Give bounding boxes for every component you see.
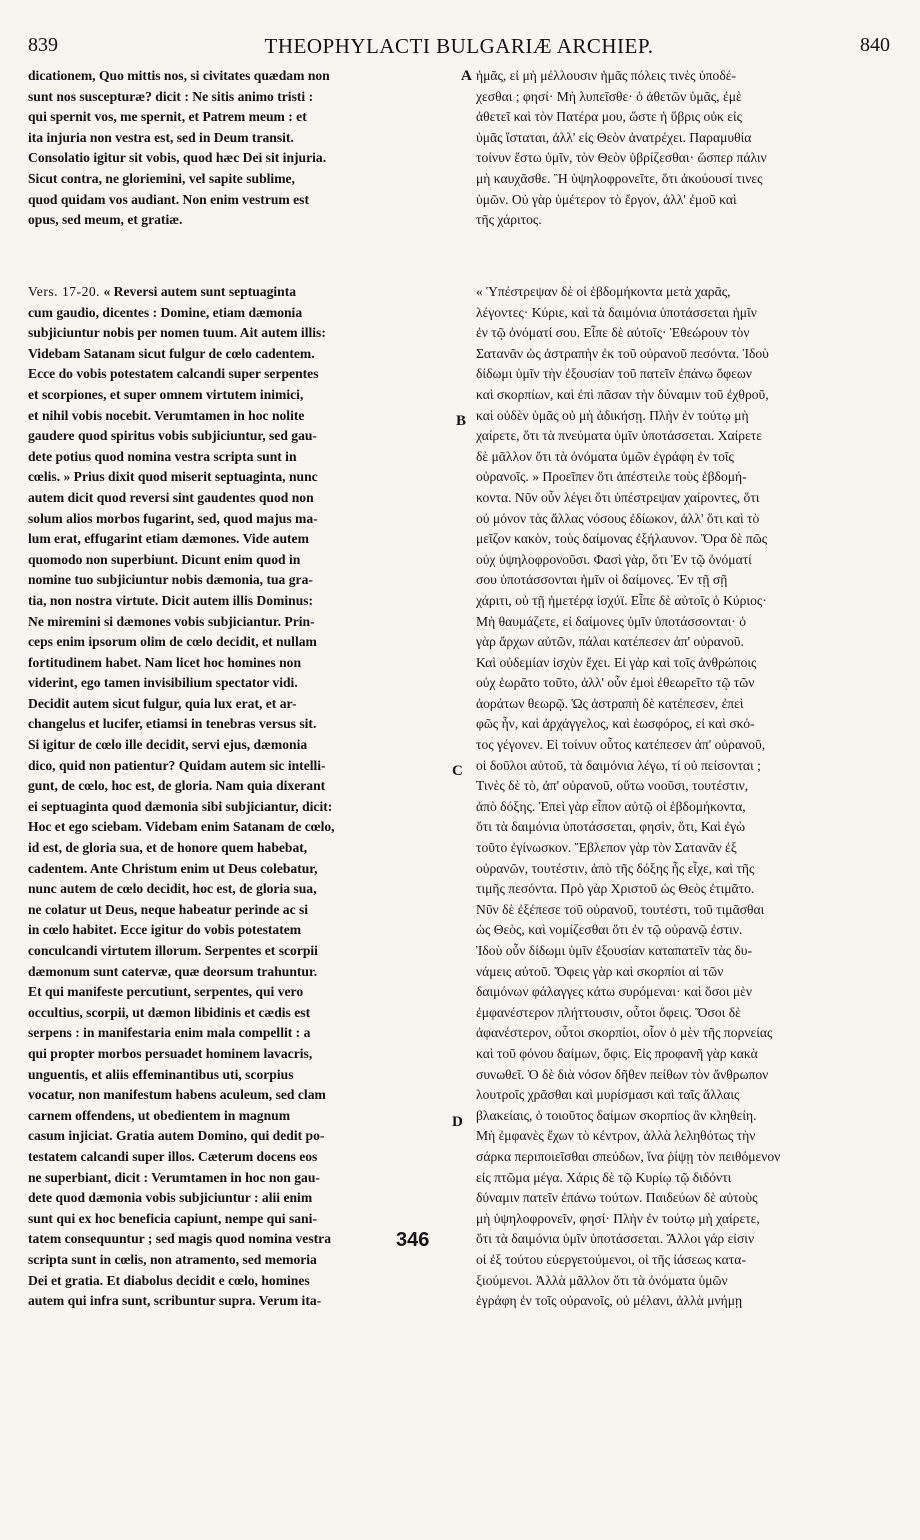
left-column-number: 839 <box>28 34 58 56</box>
latin-paragraph-2-text: « Reversi autem sunt septuaginta cum gaudio, dicentes : Domine, etiam dæmonia subjiciuntur nobis per nomen tuum. Ait autem illis: Videbam Satanam sicut fulgur de cœlo cadentem. Ecce do vobis potestatem calcandi super serpentes et scorpiones, et super omnem virtutem inimici, et nihil vobis nocebit. Verumtamen in hoc nolite gaudere quod spiritus vobis subjiciuntur, sed gau- dete potius quod nomina vestra scripta sunt in cœlis. » Prius dixit quod miserit septuaginta, nunc autem dicit quod reversi sint gaudentes quod non solum alios morbos fugarint, sed, quod majus ma- lum erat, effugarint etiam dæmones. Vide autem quomodo non superbiunt. Dicunt enim quod in nomine tuo subjiciuntur nobis dæmonia, tua gra- tia, non nostra virtute. Dicit autem illis Dominus: Ne miremini si dæmones vobis subjiciantur. Prin- ceps enim ipsorum olim de cœlo decidit, et nullam fortitudinem habet. Nam licet hoc homines non viderint, ego tamen invisibilium spectator vidi. Decidit autem sicut fulgur, quia lux erat, et ar- changelus et lucifer, etiamsi in tenebras versus sit. Si igitur de cœlo ille decidit, servi ejus, dæmonia dico, quid non patientur? Quidam autem sic intelli- gunt, de cœlo, hoc est, de gloria. Nam quia dixerant ei septuaginta quod dæmonia sibi subjiciantur, dicit: Hoc et ego sciebam. Videbam enim Satanam de cœlo, id est, de gloria sua, et de honore quem habebat, cadentem. Ante Christum enim ut Deus colebatur, nunc autem de cœlo decidit, hoc est, de gloria sua, ne colatur ut Deus, neque habeatur perinde ac si in cœlo habitet. Ecce igitur do vobis potestatem conculcandi virtutem illorum. Serpentes et scorpii dæmonum sunt catervæ, quæ deorsum trahuntur. Et qui manifeste percutiunt, serpentes, qui vero occultius, scorpii, ut dæmon libidinis et cædis est serpens : in manifestaria enim mala compellit : a qui propter morbos persuadet hominem lavacris, unguentis, et aliis effeminantibus uti, scorpius vocatur, non manifestum habens aculeum, sed clam carnem offendens, ut obedientem in magnum casum injiciat. Gratia autem Domino, qui dedit po- testatem calcandi super illos. Cæterum docens eos ne superbiant, dicit : Verumtamen in hoc non gau- dete quod dæmonia vobis subjiciuntur : alii enim sunt qui ex hoc beneficia capiunt, nempe qui sani- tatem consequuntur ; sed magis quod nomina vestra scripta sunt in cœlis, non atramento, sed memoria Dei et gratia. Et diabolus decidit e cœlo, homines autem qui infra sunt, scribuntur supra. Verum ita- <box>28 284 335 1309</box>
right-column-number: 840 <box>860 34 890 56</box>
latin-column-block-1 <box>28 66 460 231</box>
greek-paragraph-1: ἡμᾶς, εἰ μὴ μέλλουσιν ἡμᾶς πόλεις τινὲς ὑποδέ- χεσθαι ; φησί· Μὴ λυπεῖσθε· ὁ ἀθετῶν ὑμᾶς, ἐμὲ ἀθετεῖ καὶ τὸν Πατέρα μου, ὥστε ἡ ὕβρις οὐκ εἰς ὑμᾶς ἵσταται, ἀλλ' εἰς Θεὸν ἀνατρέχει. Παραμυθία τοίνυν ἔστω ὑμῖν, τὸν Θεὸν ὑβρίζεσθαι· ὥσπερ πάλιν μὴ καυχᾶσθε. Ἢ ὑψηλοφρονεῖτε, ὅτι ἀκούουσί τινες ὑμῶν. Οὐ γὰρ ὑμέτερον τὸ ἔργον, ἀλλ' ἐμοῦ καὶ τῆς χάριτος. <box>476 68 767 228</box>
section-marker-c: C <box>452 763 463 779</box>
verse-heading: Vers. 17-20. <box>28 284 101 299</box>
running-title: THEOPHYLACTI BULGARIÆ ARCHIEP. <box>264 34 654 58</box>
inline-page-number: 346 <box>396 1229 430 1251</box>
latin-paragraph-1: dicationem, Quo mittis nos, si civitates quædam non sunt nos suscepturæ? dicit : Ne sitis animo tristi : qui spernit vos, me spernit, et Patrem meum : et ita injuria non vestra est, sed in Deum transit. Consolatio igitur sit vobis, quod hæc Dei sit injuria. Sicut contra, ne gloriemini, vel sapite sublime, quod quidam vos audiant. Non enim vestrum est opus, sed meum, et gratiæ. <box>28 68 330 228</box>
latin-paragraph-2 <box>28 282 460 1312</box>
greek-column-block-1 <box>476 66 892 231</box>
latin-column-block-2 <box>28 282 460 1312</box>
page-header <box>28 34 890 60</box>
section-marker-d: D <box>452 1114 463 1130</box>
greek-paragraph-2: « Ὑπέστρεψαν δὲ οἱ ἑβδομήκοντα μετὰ χαρᾶς, λέγοντες· Κύριε, καὶ τὰ δαιμόνια ὑποτάσσεται ἡμῖν ἐν τῷ ὀνόματί σου. Εἶπε δὲ αὐτοῖς· Ἐθεώρουν τὸν Σατανᾶν ὡς ἀστραπὴν ἐκ τοῦ οὐρανοῦ πεσόντα. Ἰδοὺ δίδωμι ὑμῖν τὴν ἐξουσίαν τοῦ πατεῖν ἐπάνω ὄφεων καὶ σκορπίων, καὶ ἐπὶ πᾶσαν τὴν δύναμιν τοῦ ἐχθροῦ, καὶ οὐδὲν ὑμᾶς οὐ μὴ ἀδικήσῃ. Πλὴν ἐν τούτῳ μὴ χαίρετε, ὅτι τὰ πνεύματα ὑμῖν ὑποτάσσεται. Χαίρετε δὲ μᾶλλον ὅτι τὰ ὀνόματα ὑμῶν ἐγράφη ἐν τοῖς οὐρανοῖς. » Προεῖπεν ὅτι ἀπέστειλε τοὺς ἑβδομή- κοντα. Νῦν οὖν λέγει ὅτι ὑπέστρεψαν χαίροντες, ὅτι οὐ μόνον τὰς ἄλλας νόσους ἐδίωκον, ἀλλ' ὅτι καὶ τὸ μεῖζον κακὸν, τοὺς δαίμονας ἐξήλαυνον. Ὅρα δὲ πῶς οὐχ ὑψηλοφρονοῦσι. Φασὶ γὰρ, ὅτι Ἐν τῷ ὀνόματί σου ὑποτάσσονται ἡμῖν οἱ δαίμονες. Ἐν τῇ σῇ χάριτι, οὐ τῇ ἡμετέρᾳ ἰσχύϊ. Εἶπε δὲ αὐτοῖς ὁ Κύριος· Μὴ θαυμάζετε, εἰ δαίμονες ὑμῖν ὑποτάσσονται· ὁ γὰρ ἄρχων αὐτῶν, πάλαι κατέπεσεν ἀπ' οὐρανοῦ. Καὶ οὐδεμίαν ἰσχὺν ἔχει. Εἰ γὰρ καὶ τοῖς ἀνθρώποις οὐχ ἑωρᾶτο τοῦτο, ἀλλ' οὖν ἐμοὶ ἐθεωρεῖτο τῷ τῶν ἀοράτων θεωρῷ. Ὡς ἀστραπὴ δὲ κατέπεσεν, ἐπεὶ φῶς ἦν, καὶ ἀρχάγγελος, καὶ ἑωσφόρος, εἰ καὶ σκό- τος γέγονεν. Εἰ τοίνυν οὗτος κατέπεσεν ἀπ' οὐρανοῦ, οἱ δοῦλοι αὐτοῦ, τὰ δαιμόνια λέγω, τί οὐ πείσονται ; Τινὲς δὲ τὸ, ἀπ' οὐρανοῦ, οὕτω νοοῦσι, τουτέστιν, ἀπὸ δόξης. Ἐπεὶ γὰρ εἶπον αὐτῷ οἱ ἑβδομήκοντα, ὅτι τὰ δαιμόνια ὑποτάσσεται, φησὶν, ὅτι, Καὶ ἐγὼ τοῦτο ἐγίνωσκον. Ἔβλεπον γὰρ τὸν Σατανᾶν ἐξ οὐρανῶν, τουτέστιν, ἀπὸ τῆς δόξης ἧς εἶχε, καὶ τῆς τιμῆς πεσόντα. Πρὸ γὰρ Χριστοῦ ὡς Θεὸς ἐτιμᾶτο. Νῦν δὲ ἐξέπεσε τοῦ οὐρανοῦ, τουτέστι, τοῦ τιμᾶσθαι ὡς Θεὸς, καὶ νομίζεσθαι ὅτι ἐν τῷ οὐρανῷ ἐστιν. Ἰδοὺ οὖν δίδωμι ὑμῖν ἐξουσίαν καταπατεῖν τὰς δυ- νάμεις αὐτοῦ. Ὄφεις γὰρ καὶ σκορπίοι αἱ τῶν δαιμόνων φάλαγγες κάτω συρόμεναι· καὶ ὅσοι μὲν ἐμφανέστερον πλήττουσιν, οὗτοι ὄφεις. Ὅσοι δὲ ἀφανέστερον, οὗτοι σκορπίοι, οἷον ὁ μὲν τῆς πορνείας καὶ τοῦ φόνου δαίμων, ὄφις. Εἰς προφανῆ γὰρ κακὰ συνωθεῖ. Ὁ δὲ διὰ νόσον δῆθεν πείθων τὸν ἄνθρωπον λουτροῖς χρᾶσθαι καὶ μυρίσμασι καὶ ταῖς ἄλλαις βλακείαις, ὁ τοιοῦτος δαίμων σκορπίος ἂν κληθείη. Μὴ ἐμφανὲς ἔχων τὸ κέντρον, ἀλλὰ λεληθότως τὴν σάρκα περιποιεῖσθαι σπεύδων, ἵνα ῥίψῃ τὸν πειθόμενον εἰς πτῶμα μέγα. Χάρις δὲ τῷ Κυρίῳ τῷ διδόντι δύναμιν πατεῖν ἐπάνω τούτων. Παιδεύων δὲ αὐτοὺς μὴ ὑψηλοφρονεῖν, φησί· Πλὴν ἐν τούτῳ μὴ χαίρετε, ὅτι τὰ δαιμόνια ὑμῖν ὑποτάσσεται. Ἄλλοι γάρ εἰσιν οἱ ἐξ τούτου εὐεργετούμενοι, οἱ τῆς ἰάσεως κατα- ξιούμενοι. Ἀλλὰ μᾶλλον ὅτι τὰ ὀνόματα ὑμῶν ἐγράφη ἐν τοῖς οὐρανοῖς, οὐ μέλανι, ἀλλὰ μνήμῃ <box>476 284 781 1309</box>
greek-column-block-2 <box>476 282 892 1312</box>
section-marker-b: B <box>456 413 467 429</box>
section-marker-a: A <box>461 68 472 84</box>
